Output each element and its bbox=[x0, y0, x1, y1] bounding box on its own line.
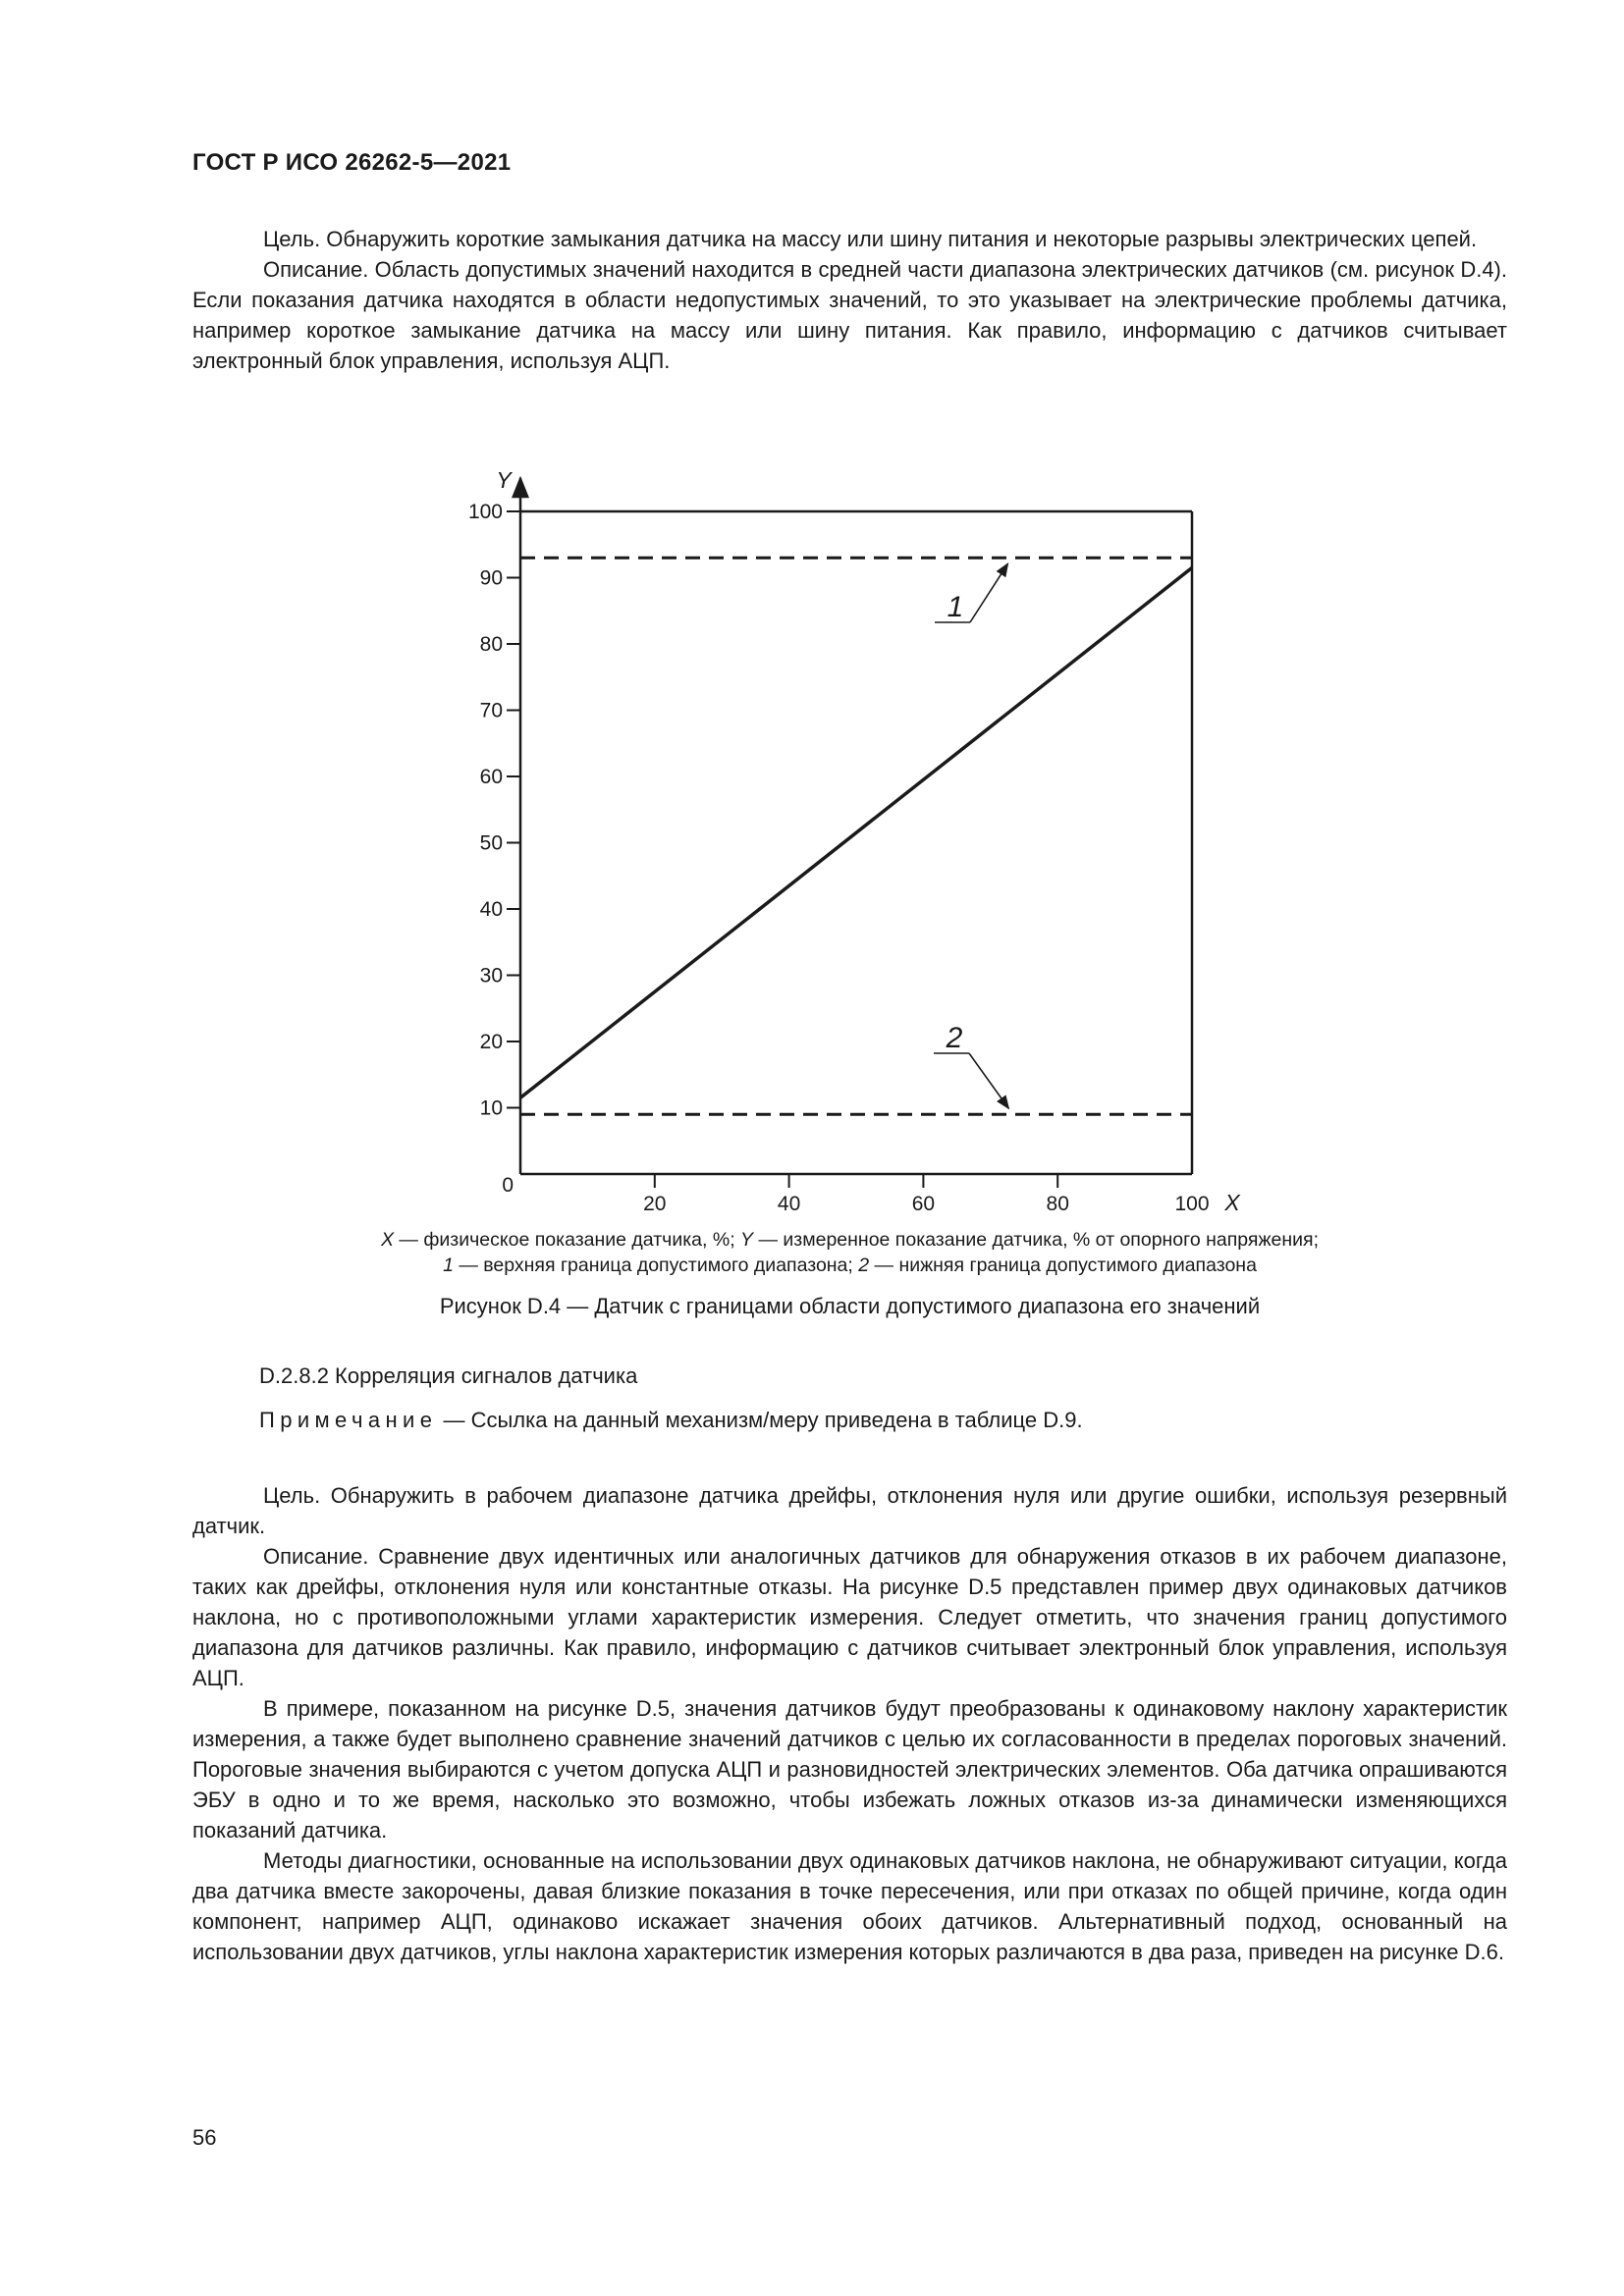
note-text: — Ссылка на данный механизм/меру приведена в таблице D.9. bbox=[437, 1408, 1083, 1432]
x-tick-label: 20 bbox=[643, 1193, 667, 1215]
y-tick-label: 70 bbox=[479, 699, 503, 722]
y-tick-label: 30 bbox=[479, 964, 503, 988]
paragraph-example: В примере, показанном на рисунке D.5, значения датчиков будут преобразованы к одинаковому наклону характеристик измерения, а также будет выполнено сравнение значений датчиков с целью их согласованности в пределах пороговых значений. Пороговые значения выбираются с учетом допуска АЦП и разновидностей электрических элементов. Оба датчика опрашиваются ЭБУ в одно и то же время, насколько это возможно, чтобы избежать ложных отказов из-за динамически изменяющихся показаний датчика. bbox=[192, 1696, 1507, 1842]
paragraph-methods: Методы диагностики, основанные на использовании двух одинаковых датчиков наклона, не обнаруживают ситуации, когда два датчика вместе закорочены, давая близкие показания в точке пересечения, или при отказах по общей причине, когда один компонент, например АЦП, одинаково искажает значения обоих датчиков. Альтернативный подход, основанный на использовании двух датчиков, углы наклона характеристик измерения которых различаются в два раза, приведен на рисунке D.6. bbox=[192, 1848, 1507, 1964]
section-heading: D.2.8.2 Корреляция сигналов датчика bbox=[259, 1363, 638, 1388]
chart-series bbox=[520, 558, 1192, 1114]
figure-legend-line2 bbox=[192, 1253, 1507, 1278]
x-tick-label: 40 bbox=[777, 1193, 801, 1215]
y-tick-label: 20 bbox=[479, 1031, 503, 1053]
figure-legend-line1 bbox=[192, 1227, 1507, 1253]
annotation-2-leader bbox=[969, 1053, 1008, 1108]
legend-1-text: — верхняя граница допустимого диапазона; bbox=[453, 1255, 859, 1276]
section2-text bbox=[192, 1480, 1507, 1967]
document-code-header: ГОСТ Р ИСО 26262-5—2021 bbox=[192, 149, 512, 176]
y-tick-label: 50 bbox=[479, 831, 503, 855]
annotation-1-label: 1 bbox=[947, 591, 964, 623]
legend-x-symbol: X bbox=[381, 1229, 395, 1251]
y-tick-label: 100 bbox=[467, 501, 503, 523]
legend-y-symbol: Y bbox=[740, 1229, 754, 1251]
figure-caption: Рисунок D.4 — Датчик с границами области допустимого диапазона его значений bbox=[439, 1294, 1261, 1318]
chart-axes bbox=[496, 467, 1241, 1215]
x-axis-label: X bbox=[1224, 1190, 1240, 1215]
x-tick-label: 60 bbox=[911, 1193, 936, 1215]
paragraph-purpose-2: Цель. Обнаружить в рабочем диапазоне датчика дрейфы, отклонения нуля или другие ошибки, используя резервный датчик. bbox=[192, 1483, 1507, 1538]
note bbox=[259, 1405, 1083, 1435]
legend-y-text: — измеренное показание датчика, % от опорного напряжения; bbox=[753, 1229, 1319, 1251]
y-tick-label: 80 bbox=[479, 633, 503, 656]
paragraph-purpose: Цель. Обнаружить короткие замыкания датчика на массу или шину питания и некоторые разрывы электрических цепей. bbox=[263, 227, 1478, 251]
y-tick-label: 40 bbox=[479, 898, 503, 921]
annotation-2-label: 2 bbox=[946, 1022, 963, 1054]
note-label: Примечание bbox=[259, 1408, 438, 1432]
origin-label: 0 bbox=[502, 1174, 514, 1197]
x-tick-label: 100 bbox=[1174, 1193, 1210, 1215]
sensor-line bbox=[520, 567, 1192, 1097]
paragraph-description-2: Описание. Сравнение двух идентичных или аналогичных датчиков для обнаружения отказов в их рабочем диапазоне, таких как дрейфы, отклонения нуля или константные отказы. На рисунке D.5 представлен пример двух одинаковых датчиков наклона, но с противоположными углами характеристик измерения. Следует отметить, что значения границ допустимого диапазона для датчиков различны. Как правило, информацию с датчиков считывает электронный блок управления, используя АЦП. bbox=[192, 1544, 1507, 1690]
y-tick-label: 10 bbox=[479, 1096, 503, 1120]
chart-ticks bbox=[468, 501, 1210, 1215]
y-axis-label: Y bbox=[496, 467, 512, 493]
x-tick-label: 80 bbox=[1046, 1193, 1069, 1215]
page-number: 56 bbox=[192, 2125, 217, 2150]
legend-1-number: 1 bbox=[443, 1255, 454, 1276]
legend-2-number: 2 bbox=[858, 1255, 870, 1276]
y-tick-label: 60 bbox=[479, 766, 503, 788]
paragraph-description: Описание. Область допустимых значений находится в средней части диапазона электрических датчиков (см. рисунок D.4). Если показания датчика находятся в области недопустимых значений, то это указывает на электрические проблемы датчика, например короткое замыкание датчика на массу или шину питания. Как правило, информацию с датчиков считывает электронный блок управления, используя АЦП. bbox=[192, 257, 1507, 373]
legend-x-text: — физическое показание датчика, %; bbox=[394, 1229, 741, 1251]
y-tick-label: 90 bbox=[479, 566, 503, 590]
annotation-1-leader bbox=[970, 563, 1007, 622]
legend-2-text: — нижняя граница допустимого диапазона bbox=[869, 1255, 1257, 1276]
chart-annotations bbox=[934, 563, 1008, 1108]
